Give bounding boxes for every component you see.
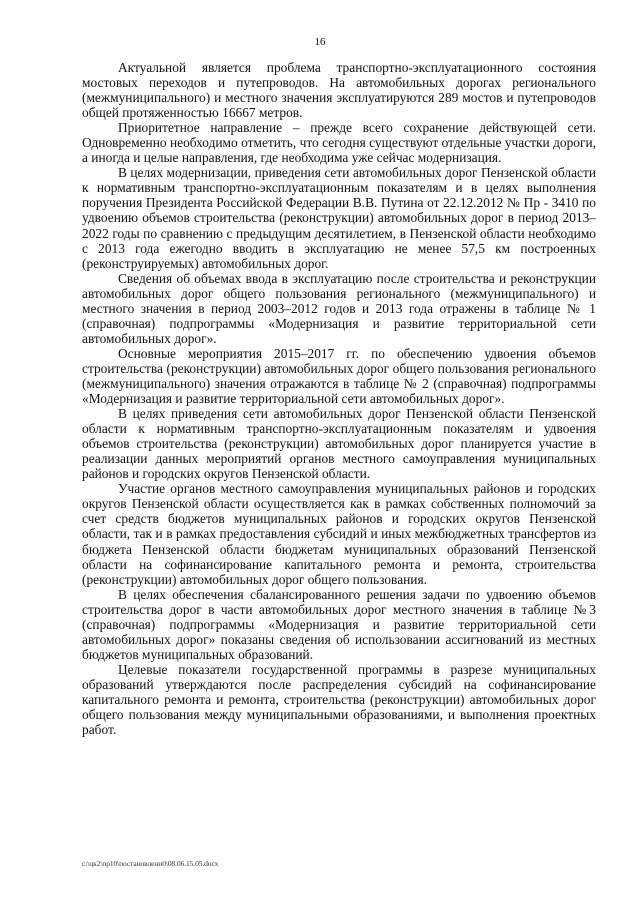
document-body (82, 60, 596, 737)
paragraph-modernization: В целях модернизации, приведения сети автомобильных дорог Пензенской области к нормативным транспортно-эксплуатационным показателям и в целях выполнения поручения Президента Российской Федерации В.В. Путина от 22.12.2012 № Пр - 3410 по удвоению объемов строительства (реконструкции) автомобильных дорог в период 2013–2022 годы по сравнению с предыдущим десятилетием, в Пензенской области необходимо с 2013 года ежегодно вводить в эксплуатацию не менее 57,5 км построенных (реконструируемых) автомобильных дорог. (82, 165, 596, 271)
paragraph-priority: Приоритетное направление – прежде всего сохранение действующей сети. Одновременно необходимо отметить, что сегодня существуют отдельные участки дороги, а иногда и целые направления, где необходима уже сейчас модернизация. (82, 120, 596, 166)
paragraph-balanced-solution: В целях обеспечения сбалансированного решения задачи по удвоению объемов строительства дорог в части автомобильных дорог местного значения в таблице №3 (справочная) подпрограммы «Модернизация и развитие территориальной сети автомобильных дорог» показаны сведения об использовании ассигнований из местных бюджетов муниципальных образований. (82, 586, 596, 662)
paragraph-target-indicators: Целевые показатели государственной программы в разрезе муниципальных образований утверждаются после распределения субсидий на софинансирование капитального ремонта и ремонта, строительства (реконструкции) автомобильных дорог общего пользования между муниципальными образованиями, и выполнения проектных работ. (82, 661, 596, 738)
paragraph-local-authorities: Участие органов местного самоуправления муниципальных районов и городских округов Пензенской области осуществляется как в рамках собственных полномочий за счет средств бюджетов муниципальных районов и городских округов Пензенской области, так и в рамках предоставления субсидий и иных межбюджетных трансфертов из бюджета Пензенской области бюджетам муниципальных образований Пензенской области на софинансирование капитального ремонта и ремонта, строительства (реконструкции) автомобильных дорог общего пользования. (82, 481, 596, 587)
paragraph-local-participation: В целях приведения сети автомобильных дорог Пензенской области Пензенской области к нормативным транспортно-эксплуатационным показателям и удвоения объемов строительства (реконструкции) автомобильных дорог планируется участие в реализации данных мероприятий органов местного самоуправления муниципальных районов и городских округов Пензенской области. (82, 406, 596, 482)
page-number: 16 (314, 36, 326, 48)
footer-file-path: c:\цк2\пр10\постановлени0\08.06.15.05.docx (82, 859, 219, 868)
paragraph-commissioning-info: Сведения об объемах ввода в эксплуатацию после строительства и реконструкции автомобильных дорог общего пользования регионального (межмуниципального) и местного значения в период 2003–2012 годов и 2013 года отражены в таблице № 1 (справочная) подпрограммы «Модернизация и развитие территориальной сети автомобильных дорог». (82, 270, 596, 346)
paragraph-main-measures: Основные мероприятия 2015–2017 гг. по обеспечению удвоения объемов строительства (реконструкции) автомобильных дорог общего пользования регионального (межмуниципального) значения отражаются в таблице № 2 (справочная) подпрограммы «Модернизация и развитие территориальной сети автомобильных дорог». (82, 345, 596, 407)
paragraph-bridges: Актуальной является проблема транспортно-эксплуатационного состояния мостовых переходов и путепроводов. На автомобильных дорогах регионального (межмуниципального) и местного значения эксплуатируются 289 мостов и путепроводов общей протяженностью 16667 метров. (82, 60, 596, 121)
